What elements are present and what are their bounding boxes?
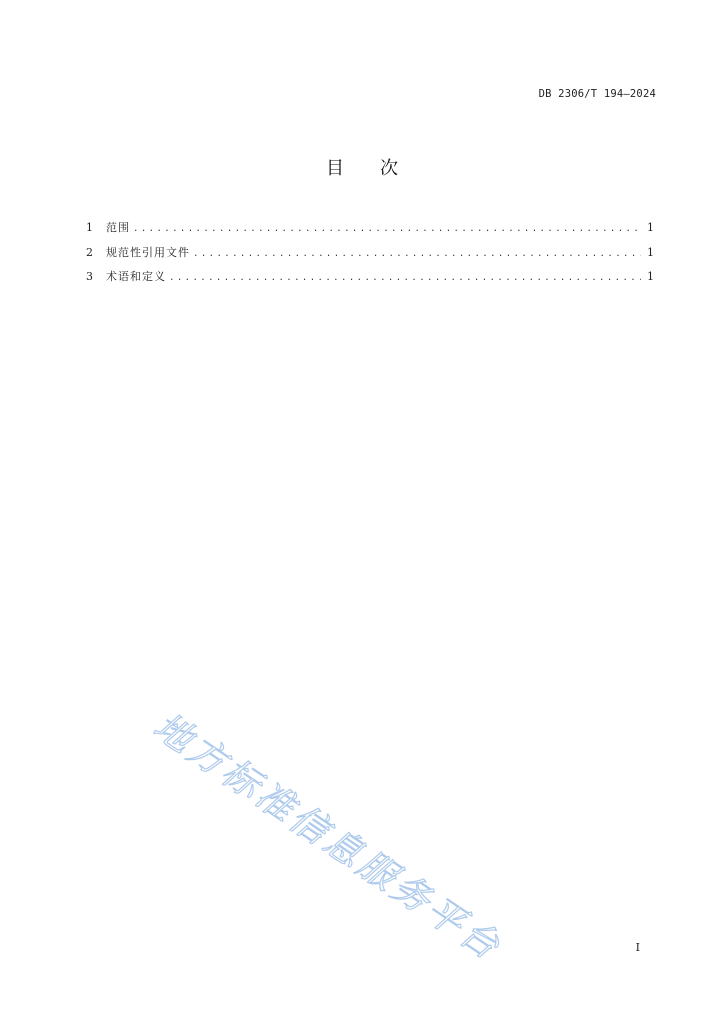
toc-title-char-1: 目 bbox=[326, 158, 344, 179]
toc-entry-page: 1 bbox=[647, 270, 654, 283]
toc-entry-title: 术语和定义 bbox=[106, 270, 166, 283]
watermark: 地方标准信息服务平台 bbox=[145, 704, 510, 970]
toc-entry-normative-references[interactable] bbox=[86, 244, 654, 269]
toc-entry-number: 3 bbox=[86, 270, 93, 283]
toc-entry-page: 1 bbox=[647, 245, 654, 259]
toc-dot-leader bbox=[133, 224, 641, 234]
toc-entry-number: 1 bbox=[86, 221, 93, 234]
toc-entry-page: 1 bbox=[647, 221, 654, 234]
toc-list bbox=[86, 219, 654, 293]
document-code: DB 2306/T 194—2024 bbox=[538, 88, 656, 100]
toc-entry-scope[interactable] bbox=[86, 219, 654, 244]
toc-dot-leader bbox=[169, 273, 641, 283]
toc-entry-number: 2 bbox=[86, 245, 93, 259]
toc-dot-leader bbox=[193, 249, 641, 259]
page-number: I bbox=[635, 941, 640, 954]
toc-title-char-2: 次 bbox=[380, 158, 398, 179]
toc-entry-terms-definitions[interactable] bbox=[86, 268, 654, 293]
toc-entry-title: 范围 bbox=[106, 221, 130, 234]
toc-title bbox=[0, 154, 724, 180]
toc-entry-title: 规范性引用文件 bbox=[106, 245, 190, 259]
